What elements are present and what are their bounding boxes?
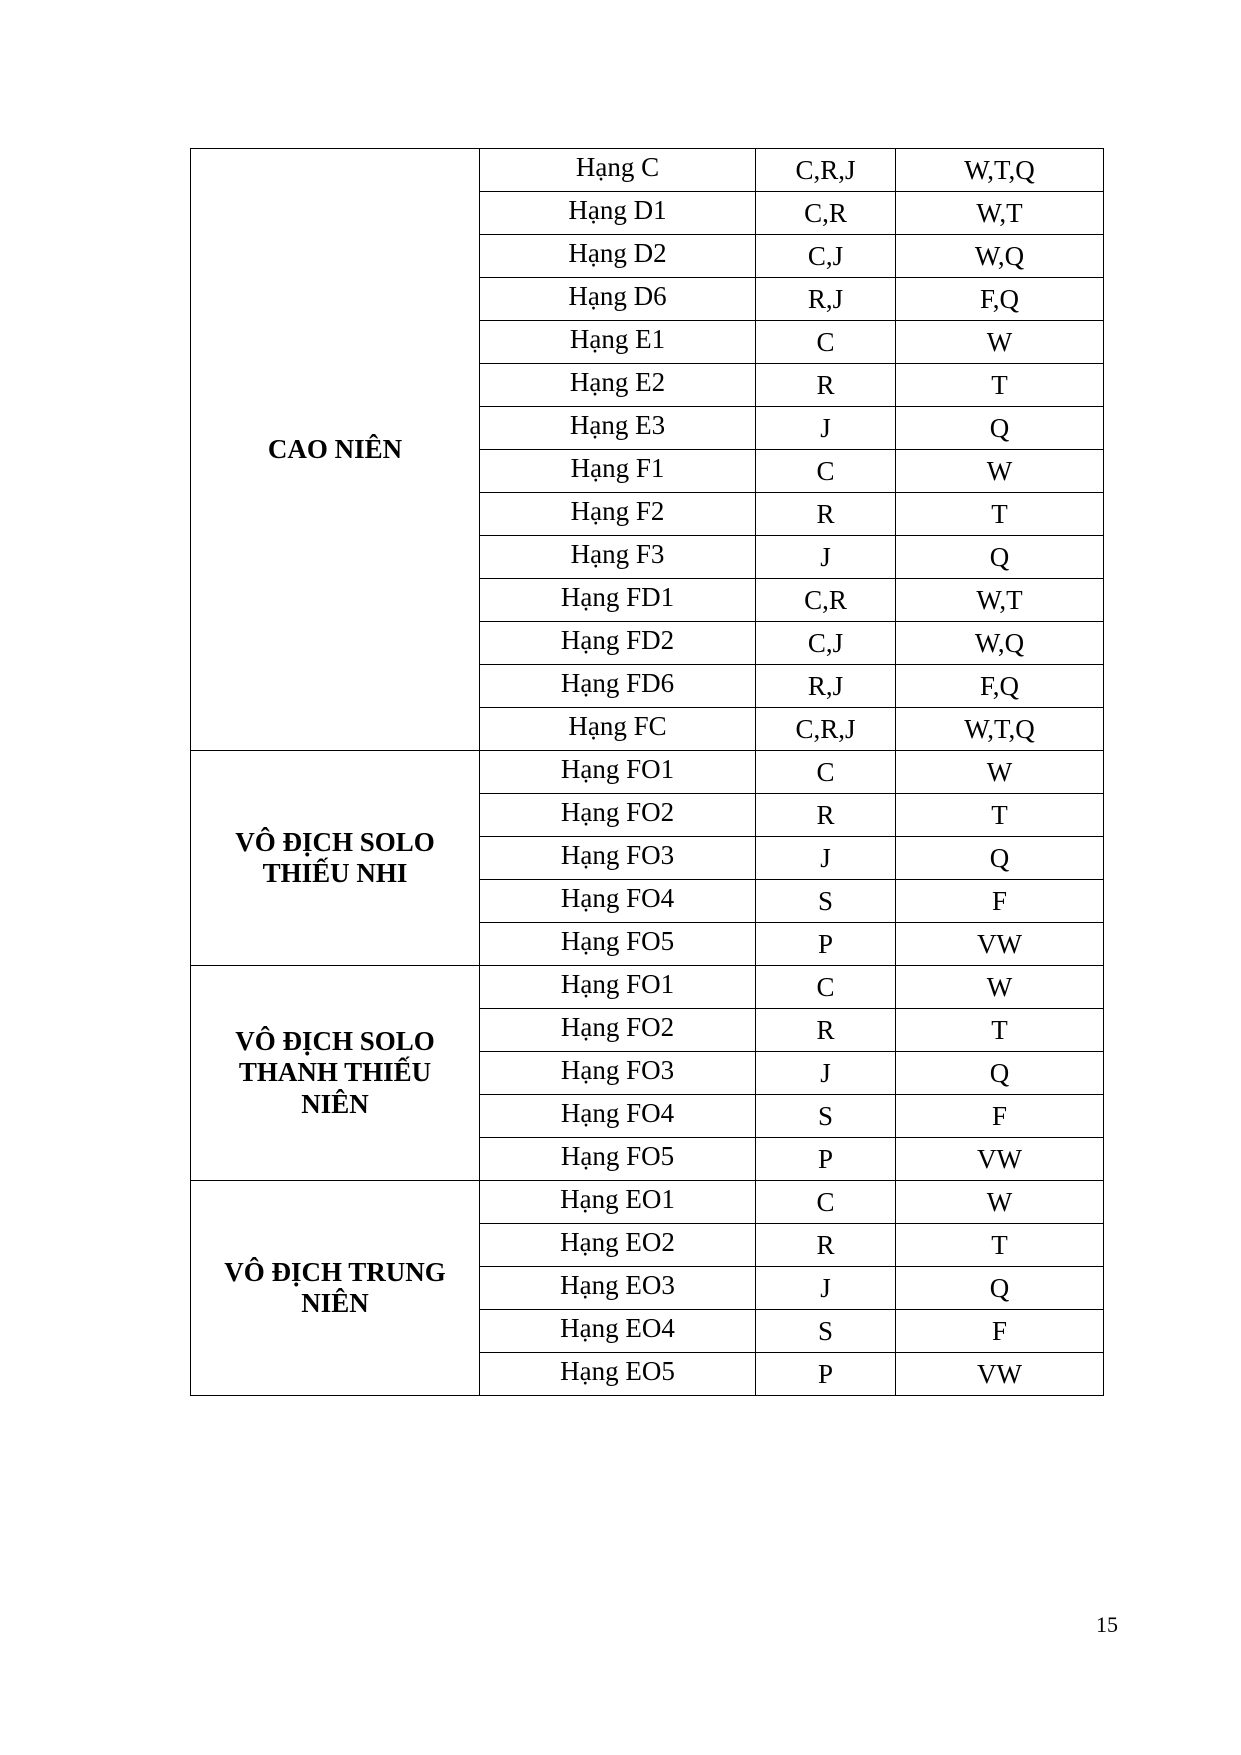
col2-cell: C,J <box>756 235 896 278</box>
col3-cell: W,Q <box>896 622 1104 665</box>
col3-cell: Q <box>896 407 1104 450</box>
col3-cell: W,T <box>896 192 1104 235</box>
col2-cell: J <box>756 837 896 880</box>
col3-cell: W <box>896 321 1104 364</box>
col3-cell: W <box>896 1181 1104 1224</box>
grade-label: Hạng FO4 <box>560 1097 675 1128</box>
grade-label: Hạng E3 <box>569 409 666 440</box>
col2-cell: R <box>756 493 896 536</box>
grade-cell <box>480 923 756 966</box>
col2-cell: R <box>756 1009 896 1052</box>
grade-cell <box>480 321 756 364</box>
grade-cell <box>480 665 756 708</box>
grade-cell <box>480 622 756 665</box>
grade-label: Hạng EO2 <box>560 1226 675 1257</box>
col3-cell: Q <box>896 1052 1104 1095</box>
page-number: 15 <box>1096 1612 1118 1637</box>
col2-cell: R <box>756 794 896 837</box>
grade-cell <box>480 880 756 923</box>
grade-label: Hạng FO1 <box>560 968 675 999</box>
grade-label: Hạng FD2 <box>560 624 675 655</box>
col3-cell: Q <box>896 536 1104 579</box>
col3-cell: T <box>896 364 1104 407</box>
grade-label: Hạng EO4 <box>560 1312 675 1343</box>
table-row <box>191 149 1104 192</box>
grade-cell <box>480 450 756 493</box>
grade-label: Hạng D2 <box>568 237 667 268</box>
group-name-cell: VÔ ĐỊCH SOLO THANH THIẾU NIÊN <box>191 966 480 1181</box>
table-row <box>191 966 1104 1009</box>
col2-cell: P <box>756 923 896 966</box>
grade-label: Hạng FD1 <box>560 581 675 612</box>
grade-table <box>190 148 1104 1396</box>
grade-cell <box>480 751 756 794</box>
col2-cell: R,J <box>756 278 896 321</box>
grade-label: Hạng EO1 <box>560 1183 675 1214</box>
grade-label: Hạng FC <box>568 710 667 741</box>
col3-cell: W <box>896 450 1104 493</box>
table-row <box>191 751 1104 794</box>
group-name-cell: CAO NIÊN <box>191 149 480 751</box>
grade-label: Hạng FO2 <box>560 1011 675 1042</box>
col2-cell: S <box>756 1310 896 1353</box>
grade-cell <box>480 364 756 407</box>
col2-cell: C,R <box>756 192 896 235</box>
col3-cell: F <box>896 1310 1104 1353</box>
col3-cell: VW <box>896 1353 1104 1396</box>
grade-cell <box>480 1267 756 1310</box>
col3-cell: F <box>896 1095 1104 1138</box>
col3-cell: W,T,Q <box>896 708 1104 751</box>
grade-cell <box>480 1009 756 1052</box>
grade-cell <box>480 235 756 278</box>
grade-label: Hạng F1 <box>570 452 665 483</box>
col2-cell: R <box>756 1224 896 1267</box>
col2-cell: J <box>756 1052 896 1095</box>
group-name-cell: VÔ ĐỊCH TRUNG NIÊN <box>191 1181 480 1396</box>
grade-label: Hạng FO4 <box>560 882 675 913</box>
grade-cell <box>480 1181 756 1224</box>
col2-cell: R,J <box>756 665 896 708</box>
grade-label: Hạng FO1 <box>560 753 675 784</box>
col2-cell: R <box>756 364 896 407</box>
col3-cell: F,Q <box>896 278 1104 321</box>
col2-cell: J <box>756 1267 896 1310</box>
col3-cell: T <box>896 493 1104 536</box>
col2-cell: S <box>756 880 896 923</box>
grade-table-body <box>191 149 1104 1396</box>
grade-label: Hạng FD6 <box>560 667 675 698</box>
grade-label: Hạng D1 <box>568 194 667 225</box>
grade-label: Hạng EO3 <box>560 1269 675 1300</box>
col2-cell: S <box>756 1095 896 1138</box>
grade-cell <box>480 966 756 1009</box>
grade-cell <box>480 794 756 837</box>
grade-cell <box>480 407 756 450</box>
col2-cell: C,R,J <box>756 149 896 192</box>
grade-cell <box>480 1138 756 1181</box>
grade-cell <box>480 278 756 321</box>
grade-label: Hạng F2 <box>570 495 665 526</box>
grade-cell <box>480 1353 756 1396</box>
grade-label: Hạng FO5 <box>560 925 675 956</box>
grade-label: Hạng FO2 <box>560 796 675 827</box>
group-name-cell: VÔ ĐỊCH SOLO THIẾU NHI <box>191 751 480 966</box>
grade-cell <box>480 708 756 751</box>
grade-label: Hạng FO3 <box>560 1054 675 1085</box>
grade-cell <box>480 192 756 235</box>
grade-cell <box>480 1310 756 1353</box>
grade-cell <box>480 1224 756 1267</box>
col3-cell: W,T,Q <box>896 149 1104 192</box>
grade-label: Hạng FO5 <box>560 1140 675 1171</box>
grade-label: Hạng EO5 <box>560 1355 675 1386</box>
col3-cell: Q <box>896 1267 1104 1310</box>
col3-cell: T <box>896 1009 1104 1052</box>
col2-cell: C <box>756 321 896 364</box>
grade-cell <box>480 536 756 579</box>
col3-cell: VW <box>896 923 1104 966</box>
col2-cell: C,R <box>756 579 896 622</box>
col3-cell: W,Q <box>896 235 1104 278</box>
col3-cell: T <box>896 1224 1104 1267</box>
col2-cell: C <box>756 450 896 493</box>
col2-cell: C <box>756 1181 896 1224</box>
grade-label: Hạng E2 <box>569 366 666 397</box>
col3-cell: VW <box>896 1138 1104 1181</box>
col2-cell: P <box>756 1138 896 1181</box>
col3-cell: F <box>896 880 1104 923</box>
col3-cell: W <box>896 966 1104 1009</box>
col3-cell: W,T <box>896 579 1104 622</box>
col2-cell: P <box>756 1353 896 1396</box>
grade-label: Hạng E1 <box>569 323 666 354</box>
grade-cell <box>480 1095 756 1138</box>
grade-cell <box>480 579 756 622</box>
col3-cell: W <box>896 751 1104 794</box>
col2-cell: C <box>756 751 896 794</box>
grade-cell <box>480 1052 756 1095</box>
col3-cell: F,Q <box>896 665 1104 708</box>
grade-label: Hạng C <box>575 151 660 182</box>
col2-cell: J <box>756 407 896 450</box>
col2-cell: J <box>756 536 896 579</box>
col2-cell: C <box>756 966 896 1009</box>
grade-label: Hạng F3 <box>570 538 665 569</box>
col2-cell: C,J <box>756 622 896 665</box>
grade-label: Hạng FO3 <box>560 839 675 870</box>
col3-cell: Q <box>896 837 1104 880</box>
col2-cell: C,R,J <box>756 708 896 751</box>
table-row <box>191 1181 1104 1224</box>
col3-cell: T <box>896 794 1104 837</box>
grade-cell <box>480 149 756 192</box>
grade-cell <box>480 493 756 536</box>
grade-label: Hạng D6 <box>568 280 667 311</box>
grade-cell <box>480 837 756 880</box>
